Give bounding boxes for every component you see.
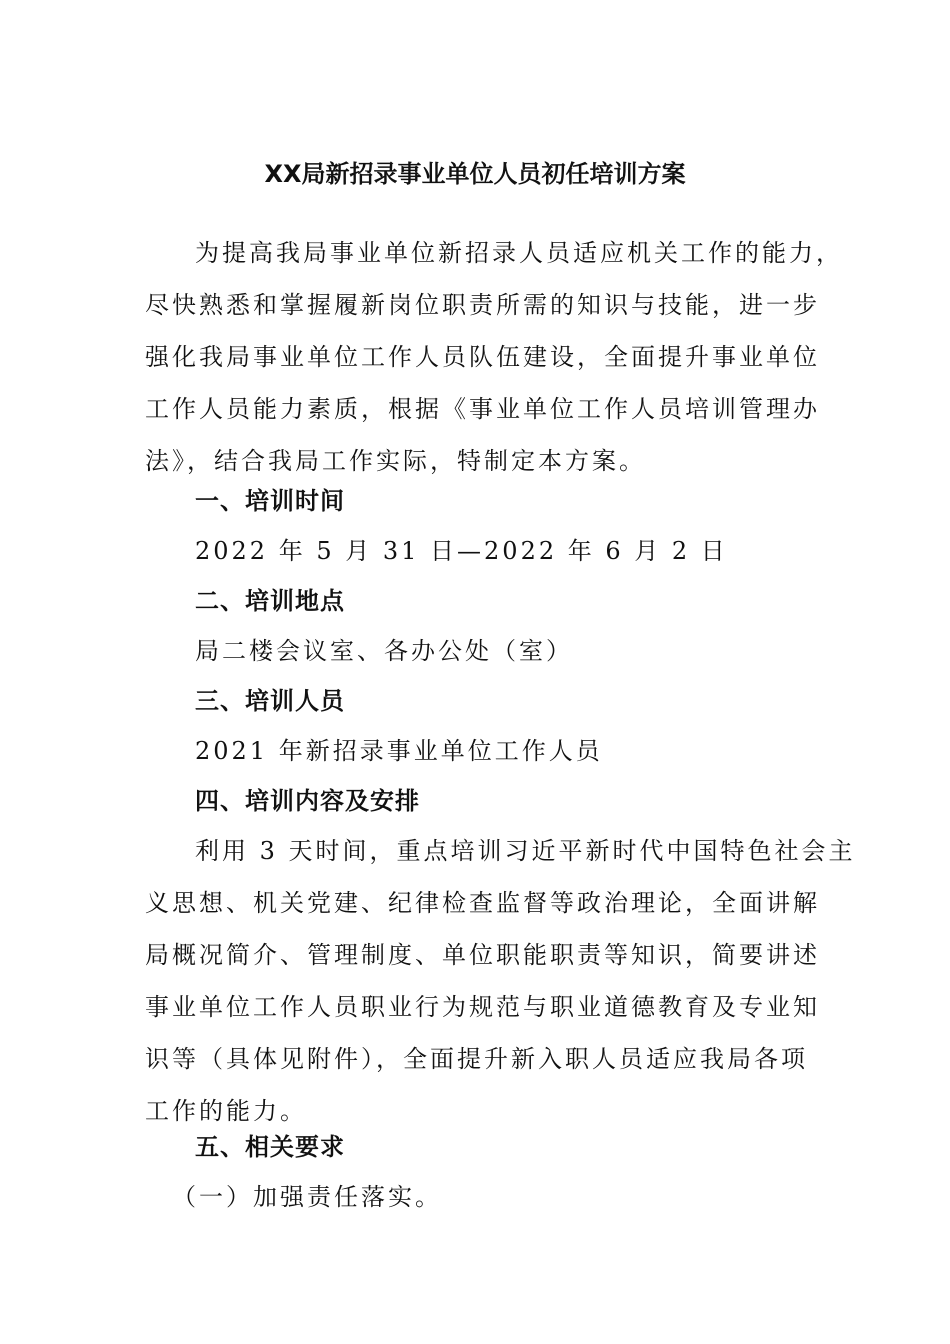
section-heading-time: 一、培训时间 — [195, 487, 345, 515]
content-line-2: 义思想、机关党建、纪律检查监督等政治理论，全面讲解 — [145, 889, 820, 917]
content-line-5: 识等（具体见附件），全面提升新入职人员适应我局各项 — [145, 1045, 808, 1073]
section-heading-content: 四、培训内容及安排 — [195, 787, 420, 815]
subsection-responsibility: （一）加强责任落实。 — [172, 1183, 442, 1211]
intro-paragraph — [145, 228, 843, 488]
section-text-location: 局二楼会议室、各办公处（室） — [195, 637, 573, 665]
section-paragraph-content — [145, 826, 856, 1138]
document-title: XX局新招录事业单位人员初任培训方案 — [264, 160, 686, 188]
section-heading-personnel: 三、培训人员 — [195, 687, 345, 715]
intro-line-2: 尽快熟悉和掌握履新岗位职责所需的知识与技能，进一步 — [145, 291, 820, 319]
intro-line-4: 工作人员能力素质，根据《事业单位工作人员培训管理办 — [145, 395, 820, 423]
section-text-time: 2022 年 5 月 31 日—2022 年 6 月 2 日 — [195, 537, 728, 565]
section-heading-location: 二、培训地点 — [195, 587, 345, 615]
content-line-4: 事业单位工作人员职业行为规范与职业道德教育及专业知 — [145, 993, 820, 1021]
intro-line-3: 强化我局事业单位工作人员队伍建设，全面提升事业单位 — [145, 343, 820, 371]
intro-line-1: 为提高我局事业单位新招录人员适应机关工作的能力， — [195, 239, 843, 267]
content-line-6: 工作的能力。 — [145, 1097, 307, 1125]
section-heading-requirements: 五、相关要求 — [195, 1133, 345, 1161]
content-line-1: 利用 3 天时间，重点培训习近平新时代中国特色社会主 — [195, 837, 856, 865]
section-text-personnel: 2021 年新招录事业单位工作人员 — [195, 737, 603, 765]
intro-line-5: 法》，结合我局工作实际，特制定本方案。 — [145, 447, 646, 475]
content-line-3: 局概况简介、管理制度、单位职能职责等知识，简要讲述 — [145, 941, 820, 969]
